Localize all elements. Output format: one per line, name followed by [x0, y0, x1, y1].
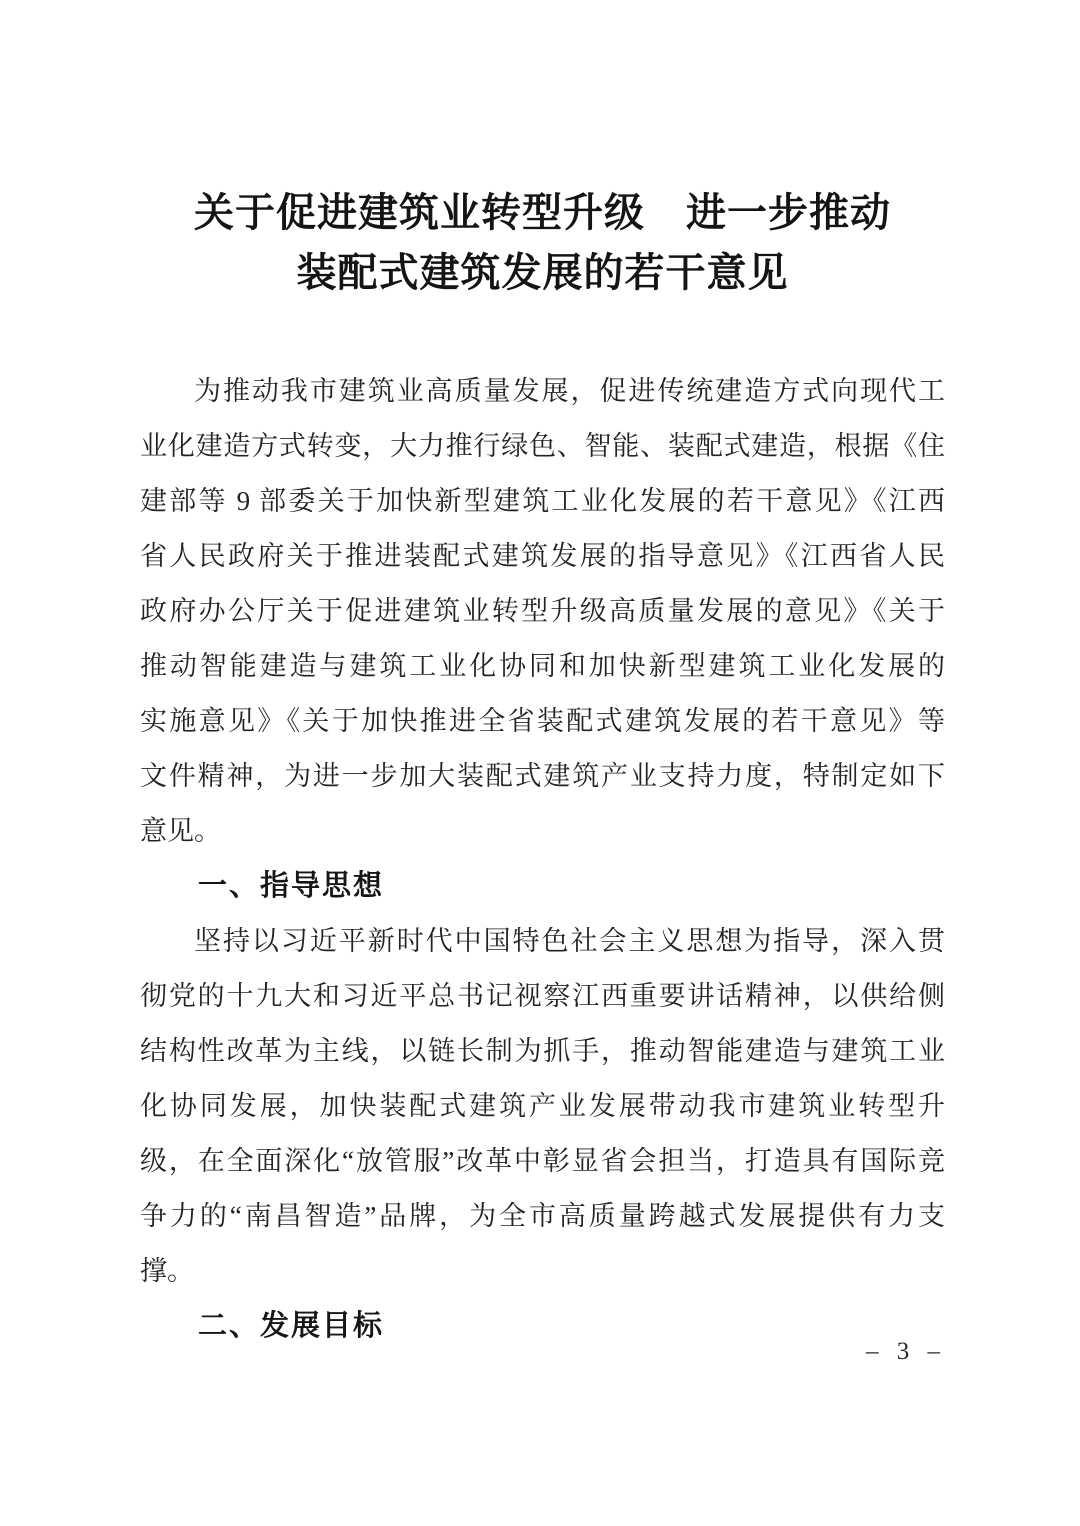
text-line: 撑。 — [140, 1256, 194, 1286]
text-line: 坚持以习近平新时代中国特色社会主义思想为指导，深入贯 — [194, 926, 945, 956]
text-line: 推动智能建造与建筑工业化协同和加快新型建筑工业化发展的 — [140, 651, 945, 681]
text-line: 结构性改革为主线，以链长制为抓手，推动智能建造与建筑工业 — [140, 1036, 945, 1066]
text-line: 彻党的十九大和习近平总书记视察江西重要讲话精神，以供给侧 — [140, 981, 945, 1011]
document-title — [140, 183, 945, 303]
text-line: 省人民政府关于推进装配式建筑发展的指导意见》《江西省人民 — [140, 541, 945, 571]
document-title-line-2: 装配式建筑发展的若干意见 — [296, 250, 789, 295]
page-number: – 3 – — [866, 1338, 946, 1365]
text-line: 建部等 9 部委关于加快新型建筑工业化发展的若干意见》《江西 — [140, 486, 945, 516]
text-line: 化协同发展，加快装配式建筑产业发展带动我市建筑业转型升 — [140, 1091, 945, 1121]
text-line: 政府办公厅关于促进建筑业转型升级高质量发展的意见》《关于 — [140, 596, 945, 626]
text-line: 业化建造方式转变，大力推行绿色、智能、装配式建造，根据《住 — [140, 431, 945, 461]
section-heading: 一、指导思想 — [198, 870, 385, 902]
text-line: 实施意见》《关于加快推进全省装配式建筑发展的若干意见》等 — [140, 706, 945, 736]
document-title-line-1: 关于促进建筑业转型升级 进一步推动 — [194, 190, 891, 235]
text-line: 争力的“南昌智造”品牌，为全市高质量跨越式发展提供有力支 — [140, 1201, 945, 1231]
section-heading: 二、发展目标 — [198, 1310, 385, 1342]
text-line: 意见。 — [140, 816, 221, 846]
text-line: 为推动我市建筑业高质量发展，促进传统建造方式向现代工 — [194, 376, 945, 406]
text-line: 级，在全面深化“放管服”改革中彰显省会担当，打造具有国际竞 — [140, 1146, 945, 1176]
document-body — [140, 364, 945, 1354]
text-line: 文件精神，为进一步加大装配式建筑产业支持力度，特制定如下 — [140, 761, 945, 791]
